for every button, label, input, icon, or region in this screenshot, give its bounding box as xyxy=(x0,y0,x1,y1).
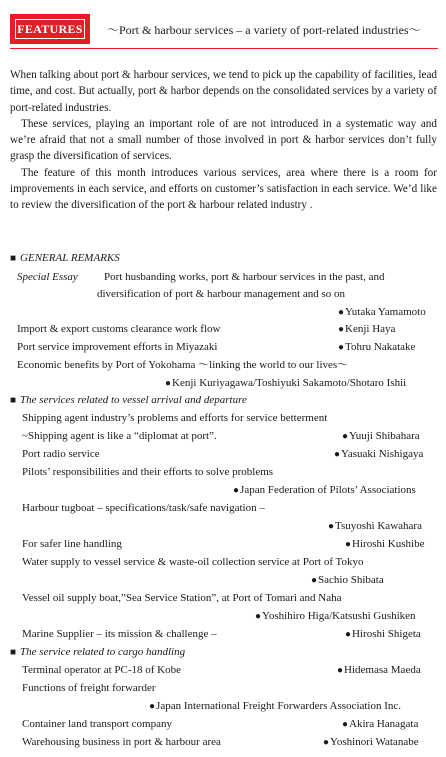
author-name: Hidemasa Maeda xyxy=(344,664,421,676)
author-name: Yutaka Yamamoto xyxy=(345,306,426,318)
article-author xyxy=(323,735,419,750)
bullet-icon: ● xyxy=(342,431,349,442)
article-author xyxy=(338,340,415,355)
bullet-icon: ● xyxy=(345,629,352,640)
bullet-icon: ● xyxy=(149,701,156,712)
bullet-icon: ● xyxy=(337,665,344,676)
author-name: Kenji Haya xyxy=(345,323,396,335)
article-header xyxy=(10,10,438,48)
article-author xyxy=(255,609,416,624)
author-name: Yasuaki Nishigaya xyxy=(341,448,424,460)
intro-paragraph: These services, playing an important role of are not introduced in a systematic way and we’re afraid that not a small number of those involved in port & harbor services don’t fully grasp the diversification of services. xyxy=(10,117,437,163)
article-author xyxy=(334,447,423,462)
section-heading-general xyxy=(10,251,120,266)
author-name: Japan Federation of Pilots’ Associations xyxy=(240,484,416,496)
author-name: Yuuji Shibahara xyxy=(349,430,420,442)
article-author xyxy=(149,699,401,714)
article-author xyxy=(328,519,422,534)
intro-paragraph: The feature of this month introduces various services, area where there is a room for improvements in each service, and efforts on customer’s satisfaction in each service. We’d like to review the diversification of the port & harbour related industry . xyxy=(10,166,437,212)
author-name: Japan International Freight Forwarders Association Inc. xyxy=(156,700,402,712)
article-title: Import & export customs clearance work flow xyxy=(17,323,221,335)
feature-subtitle: ～Port & harbour services – a variety of port-related industries～ xyxy=(107,23,421,37)
bullet-icon: ● xyxy=(338,324,345,335)
article-title: Shipping agent industry’s problems and efforts for service betterment xyxy=(22,412,328,424)
article-title: Water supply to vessel service & waste-oil collection service at Port of Tokyo xyxy=(22,556,364,568)
bullet-icon: ● xyxy=(338,307,345,318)
author-name: Sachio Shibata xyxy=(318,574,384,586)
bullet-icon: ● xyxy=(323,737,330,748)
article-title: Economic benefits by Port of Yokohama ～linking the world to our lives～ xyxy=(17,359,349,371)
article-title: Terminal operator at PC-18 of Kobe xyxy=(22,664,181,676)
article-title: Port service improvement efforts in Miyazaki xyxy=(17,341,218,353)
essay-author xyxy=(338,305,426,320)
section-heading-text: The services related to vessel arrival and departure xyxy=(20,394,247,406)
article-title: Container land transport company xyxy=(22,718,172,730)
essay-title: Port husbanding works, port & harbour services in the past, and xyxy=(104,271,385,283)
article-title: ~Shipping agent is like a “diplomat at port”. xyxy=(22,430,217,442)
section-heading-text: GENERAL REMARKS xyxy=(20,252,120,264)
author-name: Kenji Kuriyagawa/Toshiyuki Sakamoto/Shotaro Ishii xyxy=(172,377,407,389)
author-name: Tohru Nakatake xyxy=(345,341,416,353)
article-author xyxy=(345,537,424,552)
bullet-icon: ● xyxy=(334,449,341,460)
bullet-icon: ● xyxy=(311,575,318,586)
author-name: Yoshinori Watanabe xyxy=(330,736,419,748)
square-icon: ■ xyxy=(10,647,17,658)
article-title: Pilots’ responsibilities and their efforts to solve problems xyxy=(22,466,274,478)
bullet-icon: ● xyxy=(165,378,172,389)
section-heading-vessel xyxy=(10,393,247,408)
article-author xyxy=(342,717,418,732)
author-name: Hiroshi Kushibe xyxy=(352,538,425,550)
article-title: Warehousing business in port & harbour area xyxy=(22,736,221,748)
author-name: Hiroshi Shigeta xyxy=(352,628,421,640)
article-author xyxy=(338,322,395,337)
article-title: Vessel oil supply boat,”Sea Service Station”, at Port of Tomari and Naha xyxy=(22,592,342,604)
bullet-icon: ● xyxy=(338,342,345,353)
author-name: Tsuyoshi Kawahara xyxy=(335,520,422,532)
article-title: Marine Supplier – its mission & challenge – xyxy=(22,628,217,640)
intro-text xyxy=(10,67,437,214)
intro-paragraph: When talking about port & harbour services, we tend to pick up the capability of facilities, lead time, and cost. But actually, port & harbor depends on the consolidated services by a variety of port-related industries. xyxy=(10,69,437,114)
author-name: Akira Hanagata xyxy=(349,718,419,730)
article-author xyxy=(311,573,384,588)
article-title: Functions of freight forwarder xyxy=(22,682,156,694)
article-title: Port radio service xyxy=(22,448,100,460)
author-name: Yoshihiro Higa/Katsushi Gushiken xyxy=(262,610,416,622)
article-title: For safer line handling xyxy=(22,538,122,550)
article-title: Harbour tugboat – specifications/task/safe navigation – xyxy=(22,502,265,514)
article-author xyxy=(165,376,406,391)
square-icon: ■ xyxy=(10,395,17,406)
bullet-icon: ● xyxy=(328,521,335,532)
bullet-icon: ● xyxy=(233,485,240,496)
section-heading-text: The service related to cargo handling xyxy=(20,646,186,658)
bullet-icon: ● xyxy=(255,611,262,622)
bullet-icon: ● xyxy=(345,539,352,550)
header-rule xyxy=(10,48,438,49)
article-author xyxy=(342,429,420,444)
article-author xyxy=(337,663,421,678)
features-badge xyxy=(10,14,90,44)
essay-title: diversification of port & harbour management and so on xyxy=(97,288,346,300)
bullet-icon: ● xyxy=(342,719,349,730)
section-heading-cargo xyxy=(10,645,185,660)
essay-label: Special Essay xyxy=(17,271,78,283)
square-icon: ■ xyxy=(10,253,17,264)
article-author xyxy=(233,483,416,498)
features-badge-label: FEATURES xyxy=(15,19,85,39)
article-author xyxy=(345,627,421,642)
